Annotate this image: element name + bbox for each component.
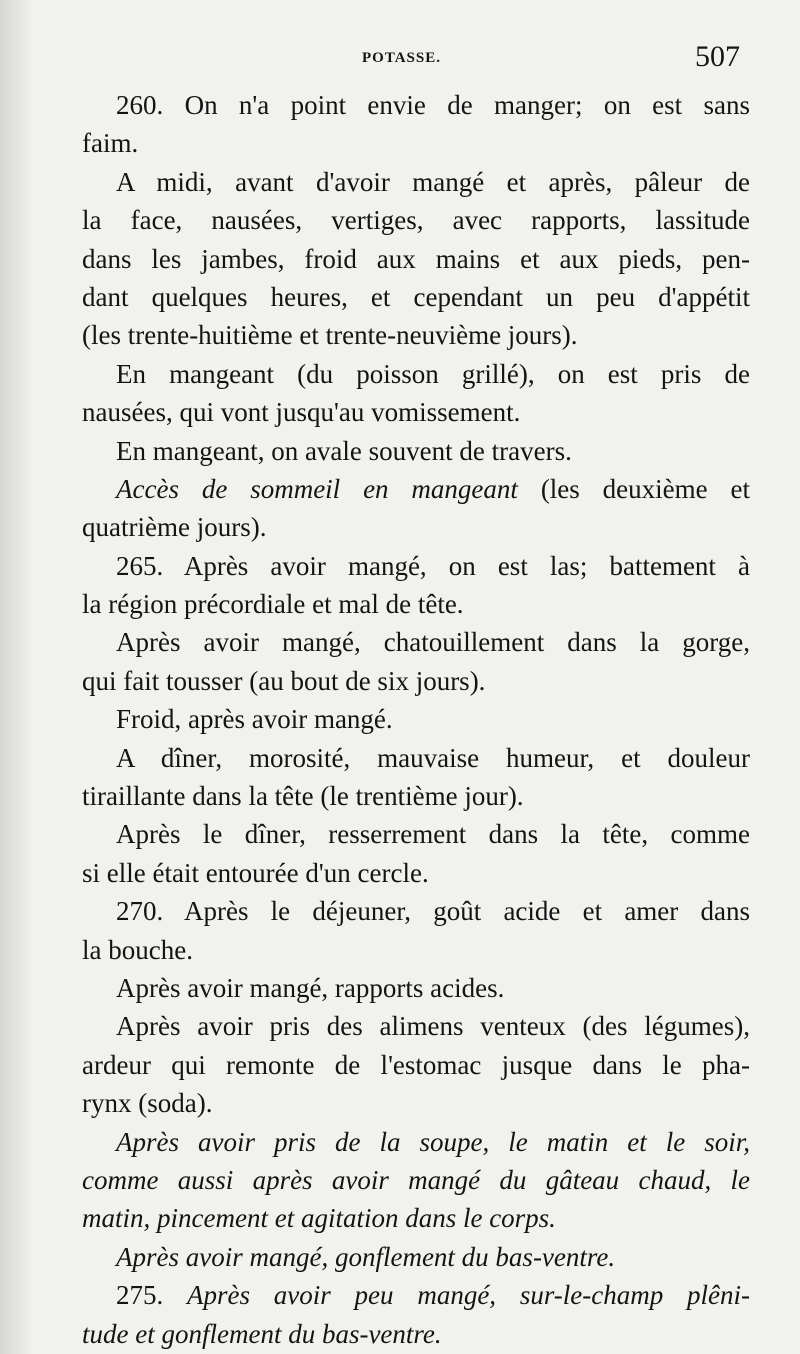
- text-line-italic: Après avoir pris de la soupe, le matin et le soir,: [116, 1126, 750, 1157]
- text-line-mixed: [82, 1276, 750, 1314]
- text-line: (les trente-huitième et trente-neuvième jours).: [82, 320, 578, 351]
- text-line: En mangeant (du poisson grillé), on est pris de: [116, 358, 750, 389]
- text-line: A dîner, morosité, mauvaise humeur, et douleur: [116, 742, 750, 773]
- text-line: Après avoir mangé, chatouillement dans la gorge,: [116, 627, 750, 658]
- running-head-title: POTASSE.: [362, 50, 441, 66]
- paragraph-number: 275.: [116, 1280, 188, 1311]
- text-line: Après avoir mangé, rapports acides.: [116, 972, 505, 1003]
- text-line: la face, nausées, vertiges, avec rapports, lassitude: [82, 205, 750, 236]
- roman-span: (les deuxième et: [540, 473, 750, 504]
- text-line-mixed: [82, 470, 750, 508]
- text-line: Froid, après avoir mangé.: [116, 704, 393, 735]
- page-gutter-shadow: [0, 0, 34, 1354]
- text-line: 270. Après le déjeuner, goût acide et amer dans: [116, 896, 750, 927]
- text-line: A midi, avant d'avoir mangé et après, pâleur de: [116, 166, 750, 197]
- text-line-italic: matin, pincement et agitation dans le corps.: [82, 1203, 556, 1234]
- text-line: Après avoir pris des alimens venteux (des légumes),: [116, 1011, 750, 1042]
- text-line: 265. Après avoir mangé, on est las; battement à: [116, 550, 750, 581]
- text-line: tiraillante dans la tête (le trentième jour).: [82, 781, 524, 812]
- text-line-italic: Après avoir mangé, gonflement du bas-ventre.: [116, 1241, 616, 1272]
- text-line: dans les jambes, froid aux mains et aux pieds, pen-: [82, 243, 750, 274]
- text-line: faim.: [82, 128, 139, 159]
- text-line: si elle était entourée d'un cercle.: [82, 857, 429, 888]
- italic-span: Accès de sommeil en mangeant: [116, 473, 518, 504]
- text-line: En mangeant, on avale souvent de travers.: [116, 435, 572, 466]
- text-line: la région précordiale et mal de tête.: [82, 589, 464, 620]
- text-line: nausées, qui vont jusqu'au vomissement.: [82, 397, 521, 428]
- text-line: rynx (soda).: [82, 1088, 213, 1119]
- text-line-italic: comme aussi après avoir mangé du gâteau chaud, le: [82, 1164, 750, 1195]
- text-line: dant quelques heures, et cependant un peu d'appétit: [82, 281, 750, 312]
- body-text: [82, 86, 750, 1353]
- text-line: 260. On n'a point envie de manger; on est sans: [116, 90, 750, 120]
- text-line: qui fait tousser (au bout de six jours).: [82, 665, 486, 696]
- text-line: quatrième jours).: [82, 512, 267, 543]
- running-head: [0, 40, 800, 76]
- text-line-italic: tude et gonflement du bas-ventre.: [82, 1318, 442, 1349]
- text-line: la bouche.: [82, 934, 193, 965]
- italic-span: Après avoir peu mangé, sur-le-champ plêni-: [187, 1280, 751, 1311]
- text-line: Après le dîner, resserrement dans la tête, comme: [116, 819, 750, 850]
- text-line: ardeur qui remonte de l'estomac jusque dans le pha-: [82, 1049, 750, 1080]
- page-number: 507: [695, 40, 740, 73]
